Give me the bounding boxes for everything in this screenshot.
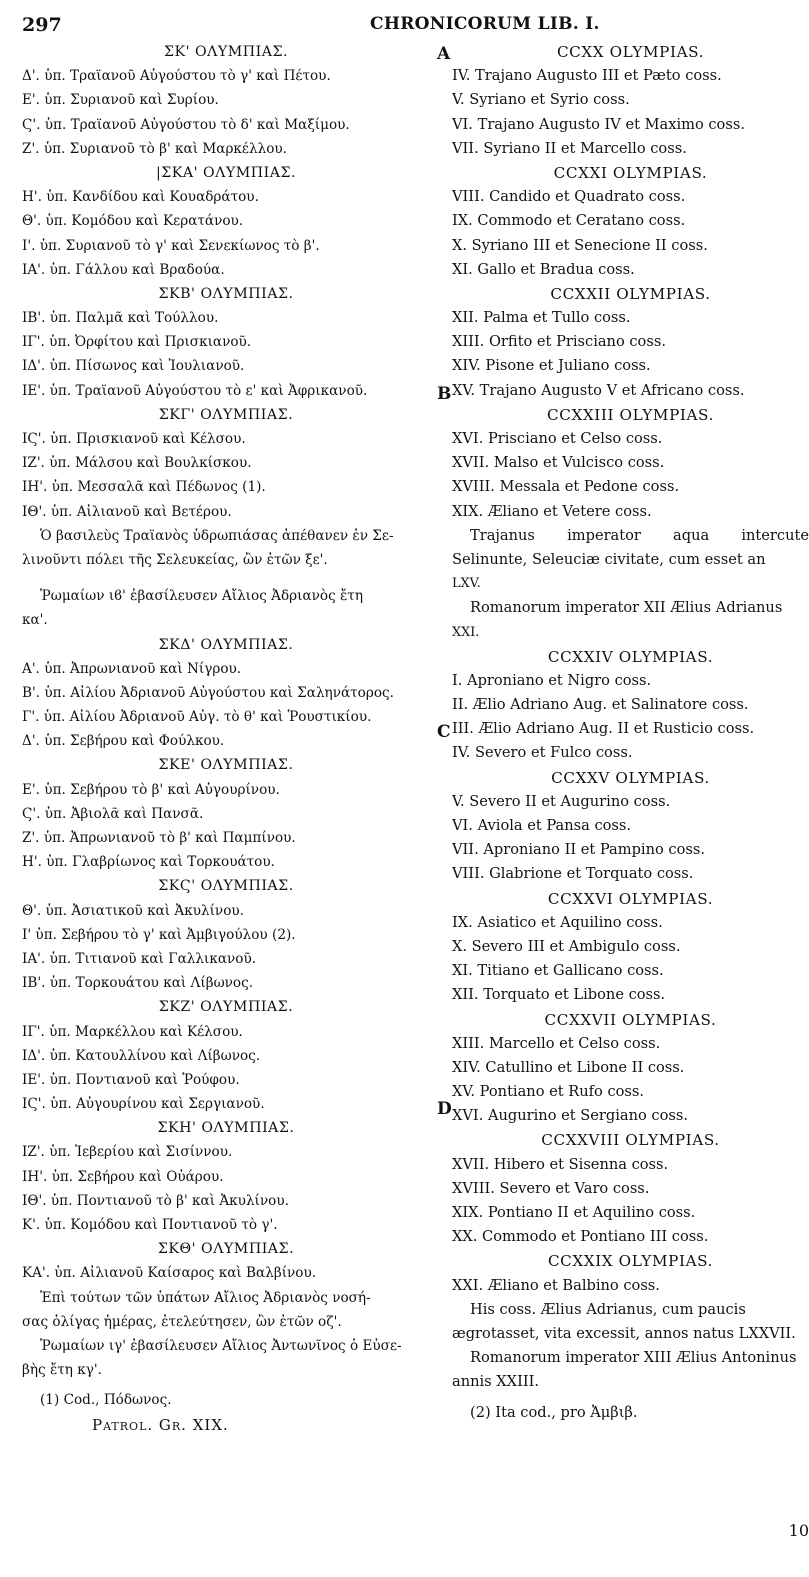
consul-entry: XVII. Malso et Vulcisco coss.	[452, 454, 665, 472]
consul-entry: κα'.	[22, 612, 48, 629]
page-number: 297	[22, 14, 62, 36]
olympiad-heading: ΣΚΔ' ΟΛΥΜΠΙΑΣ.	[158, 636, 294, 653]
consul-entry: Β'. ὑπ. Αἰλίου Ἀδριανοῦ Αὐγούστου καὶ Σαληνάτορος.	[22, 684, 394, 701]
consul-entry: VI. Aviola et Pansa coss.	[452, 817, 632, 834]
consul-entry: XIX. Pontiano II et Aquilino coss.	[452, 1204, 696, 1221]
footnote: (1) Cod., Πόδωνος.	[40, 1392, 172, 1409]
collection-signature: Patrol. Gr. XIX.	[92, 1415, 229, 1434]
consul-entry: VII. Aproniano II et Pampino coss.	[452, 841, 706, 859]
consul-entry: Ι' ὑπ. Σεβήρου τὸ γ' καὶ Ἀμβιγούλου (2).	[22, 926, 296, 943]
consul-entry: ΙΘ'. ὑπ. Ποντιανοῦ τὸ β' καὶ Ἀκυλίνου.	[22, 1192, 289, 1209]
consul-entry: ΙΗ'. ὑπ. Μεσσαλᾶ καὶ Πέδωνος (1).	[22, 479, 266, 496]
consul-entry: Selinunte, Seleuciæ civitate, cum esset an	[452, 550, 766, 568]
consul-entry: VI. Trajano Augusto IV et Maximo coss.	[452, 115, 745, 133]
olympiad-heading: ΣΚΓ' ΟΛΥΜΠΙΑΣ.	[158, 406, 294, 423]
consul-entry: annis XXIII.	[452, 1373, 540, 1391]
consul-entry: ΙΖ'. ὑπ. Μάλσου καὶ Βουλκίσκου.	[22, 455, 252, 472]
olympiad-heading: ΣΚΖ' ΟΛΥΜΠΙΑΣ.	[158, 999, 294, 1016]
consul-entry: Δ'. ὑπ. Τραϊανοῦ Αὐγούστου τὸ γ' καὶ Πέτου.	[22, 68, 331, 85]
olympiad-heading: ΣΚΕ' ΟΛΥΜΠΙΑΣ.	[158, 757, 294, 774]
consul-entry: XVI. Augurino et Sergiano coss.	[452, 1107, 688, 1125]
consul-entry: ægrotasset, vita excessit, annos natus LXXVII.	[452, 1324, 796, 1342]
olympiad-heading: CCXXVI OLYMPIAS.	[547, 889, 714, 908]
consul-entry: IV. Severo et Fulco coss.	[452, 744, 633, 762]
consul-entry: II. Ælio Adriano Aug. et Salinatore coss.	[452, 696, 749, 714]
olympiad-heading: ΣΚΘ' ΟΛΥΜΠΙΑΣ.	[157, 1241, 295, 1258]
consul-entry: XV. Pontiano et Rufo coss.	[452, 1083, 645, 1101]
consul-entry: βὴς ἔτη κγ'.	[22, 1362, 102, 1379]
consul-entry: ΙΔ'. ὑπ. Πίσωνος καὶ Ἰουλιανοῦ.	[22, 358, 245, 375]
consul-entry: ΙϚ'. ὑπ. Πρισκιανοῦ καὶ Κέλσου.	[22, 431, 246, 447]
consul-entry: VIII. Glabrione et Torquato coss.	[452, 865, 694, 883]
margin-letter-c: C	[437, 722, 451, 742]
margin-letter-b: B	[437, 384, 452, 404]
consul-entry: XVIII. Severo et Varo coss.	[452, 1179, 650, 1197]
consul-entry: ΙΑ'. ὑπ. Γάλλου καὶ Βραδούα.	[22, 261, 225, 278]
consul-entry: Α'. ὑπ. Ἀπρωνιανοῦ καὶ Νίγρου.	[22, 660, 242, 677]
consul-entry: XV. Trajano Augusto V et Africano coss.	[452, 381, 745, 399]
consul-entry: XX. Commodo et Pontiano III coss.	[452, 1228, 709, 1246]
olympiad-heading: CCXXVII OLYMPIAS.	[544, 1010, 717, 1029]
consul-entry: Δ'. ὑπ. Σεβήρου καὶ Φούλκου.	[22, 733, 225, 750]
consul-entry: ΙΕ'. ὑπ. Τραϊανοῦ Αὐγούστου τὸ ε' καὶ Ἀφρικανοῦ.	[22, 382, 368, 399]
consul-entry: IV. Trajano Augusto III et Pæto coss.	[452, 67, 722, 85]
consul-entry: ΙΖ'. ὑπ. Ἰεβερίου καὶ Σισίννου.	[22, 1144, 233, 1161]
consul-entry: Ζ'. ὑπ. Συριανοῦ τὸ β' καὶ Μαρκέλλου.	[22, 140, 287, 157]
consul-entry: XVIII. Messala et Pedone coss.	[452, 478, 680, 496]
consul-entry: Θ'. ὑπ. Κομόδου καὶ Κερατάνου.	[22, 213, 244, 230]
consul-entry: XIV. Pisone et Juliano coss.	[452, 357, 651, 375]
word: imperator	[567, 526, 641, 544]
olympiad-heading: CCXXV OLYMPIAS.	[551, 768, 710, 787]
consul-entry: X. Syriano III et Senecione II coss.	[452, 236, 708, 254]
olympiad-heading: |ΣΚΑ' ΟΛΥΜΠΙΑΣ.	[155, 164, 297, 181]
consul-entry: VII. Syriano II et Marcello coss.	[452, 139, 687, 157]
olympiad-heading: CCXX OLYMPIAS.	[556, 43, 705, 61]
consul-entry: III. Ælio Adriano Aug. II et Rusticio coss.	[452, 720, 755, 738]
consul-entry: XIII. Orfito et Prisciano coss.	[452, 333, 666, 351]
word: Trajanus	[470, 526, 535, 544]
consul-entry: Θ'. ὑπ. Ἀσιατικοῦ καὶ Ἀκυλίνου.	[22, 902, 244, 919]
olympiad-heading: CCXXII OLYMPIAS.	[550, 284, 711, 303]
consul-entry: ΙΒ'. ὑπ. Τορκουάτου καὶ Λίβωνος.	[22, 975, 254, 992]
word: aqua	[673, 526, 710, 544]
consul-entry: XII. Torquato et Libone coss.	[452, 986, 666, 1004]
consul-entry: ΙΕ'. ὑπ. Ποντιανοῦ καὶ Ῥούφου.	[22, 1071, 240, 1088]
paragraph-line: Romanorum imperator XIII Ælius Antoninus	[470, 1349, 797, 1367]
olympiad-heading: CCXXI OLYMPIAS.	[553, 163, 708, 182]
consul-entry: XI. Titiano et Gallicano coss.	[452, 962, 664, 980]
consul-entry: IX. Asiatico et Aquilino coss.	[452, 913, 663, 931]
consul-entry: Ζ'. ὑπ. Ἀπρωνιανοῦ τὸ β' καὶ Παμπίνου.	[22, 830, 296, 846]
consul-entry: ΙΑ'. ὑπ. Τιτιανοῦ καὶ Γαλλικανοῦ.	[22, 950, 257, 967]
footnote: (2) Ita cod., pro Ἀμβιβ.	[470, 1403, 638, 1421]
olympiad-heading: CCXXIX OLYMPIAS.	[547, 1252, 714, 1271]
margin-letter-d: D	[437, 1099, 452, 1119]
consul-entry: XII. Palma et Tullo coss.	[452, 309, 631, 327]
consul-entry: Η'. ὑπ. Κανδίδου καὶ Κουαδράτου.	[22, 189, 259, 206]
consul-entry: XVI. Prisciano et Celso coss.	[452, 430, 663, 447]
consul-entry: Κ'. ὑπ. Κομόδου καὶ Ποντιανοῦ τὸ γ'.	[22, 1217, 278, 1233]
consul-entry: λινοῦντι πόλει τῆς Σελευκείας, ὢν ἐτῶν ξε'.	[22, 551, 328, 568]
paragraph-line: His coss. Ælius Adrianus, cum paucis	[470, 1300, 746, 1318]
spacer	[22, 572, 430, 584]
consul-entry: ΙΗ'. ὑπ. Σεβήρου καὶ Οὐάρου.	[22, 1168, 224, 1185]
consul-entry: V. Severo II et Augurino coss.	[452, 792, 671, 810]
consul-entry: XIV. Catullino et Libone II coss.	[452, 1058, 685, 1076]
consul-entry: ΙΔ'. ὑπ. Κατουλλίνου καὶ Λίβωνος.	[22, 1047, 261, 1064]
olympiad-heading: CCXXIII OLYMPIAS.	[547, 405, 714, 424]
consul-entry: Γ'. ὑπ. Αἰλίου Ἀδριανοῦ Αὐγ. τὸ θ' καὶ Ῥουστικίου.	[22, 709, 372, 726]
consul-entry: ΚΑ'. ὑπ. Αἰλιανοῦ Καίσαρος καὶ Βαλβίνου.	[22, 1265, 317, 1282]
word: intercute	[741, 526, 809, 544]
consul-entry: I. Aproniano et Nigro coss.	[452, 671, 652, 689]
running-title: CHRONICORUM LIB. I.	[370, 14, 600, 34]
consul-entry: ΙΘ'. ὑπ. Αἰλιανοῦ καὶ Βετέρου.	[22, 503, 232, 520]
consul-entry: ΙΒ'. ὑπ. Παλμᾶ καὶ Τούλλου.	[22, 310, 219, 327]
consul-entry: XIII. Marcello et Celso coss.	[452, 1034, 661, 1052]
consul-entry: Ϛ'. ὑπ. Τραϊανοῦ Αὐγούστου τὸ δ' καὶ Μαξίμου.	[22, 116, 350, 133]
latin-column	[452, 40, 809, 1425]
consul-entry: VIII. Candido et Quadrato coss.	[452, 188, 686, 206]
paragraph-line	[452, 524, 809, 548]
greek-column	[22, 40, 430, 1437]
consul-entry: XIX. Æliano et Vetere coss.	[452, 502, 652, 520]
consul-entry: IX. Commodo et Ceratano coss.	[452, 212, 686, 230]
consul-entry: Ϛ'. ὑπ. Ἀβιολᾶ καὶ Πανσᾶ.	[22, 805, 204, 822]
paragraph-line: Ἐπὶ τούτων τῶν ὑπάτων Αἴλιος Ἀδριανὸς νοσή-	[40, 1289, 371, 1306]
consul-entry: Ε'. ὑπ. Σεβήρου τὸ β' καὶ Αὐγουρίνου.	[22, 781, 280, 798]
consul-entry: XXI.	[452, 624, 480, 640]
paragraph-line: Romanorum imperator XII Ælius Adrianus	[470, 599, 783, 617]
consul-entry: ΙΓ'. ὑπ. Μαρκέλλου καὶ Κέλσου.	[22, 1023, 243, 1040]
consul-entry: Ι'. ὑπ. Συριανοῦ τὸ γ' καὶ Σενεκίωνος τὸ β'.	[22, 237, 320, 254]
consul-entry: V. Syriano et Syrio coss.	[452, 91, 630, 109]
consul-entry: XVII. Hibero et Sisenna coss.	[452, 1155, 669, 1173]
olympiad-heading: ΣΚΗ' ΟΛΥΜΠΙΑΣ.	[157, 1120, 295, 1137]
paragraph-line: Ῥωμαίων ιϐ' ἐβασίλευσεν Αἴλιος Ἀδριανὸς ἔτη	[40, 588, 363, 605]
consul-entry: ΙϚ'. ὑπ. Αὐγουρίνου καὶ Σεργιανοῦ.	[22, 1096, 265, 1113]
olympiad-heading: CCXXVIII OLYMPIAS.	[541, 1131, 720, 1150]
consul-entry: Ε'. ὑπ. Συριανοῦ καὶ Συρίου.	[22, 92, 219, 109]
consul-entry: Η'. ὑπ. Γλαβρίωνος καὶ Τορκουάτου.	[22, 854, 275, 871]
consul-entry: XI. Gallo et Bradua coss.	[452, 260, 635, 278]
consul-entry: ΙΓ'. ὑπ. Ὀρφίτου καὶ Πρισκιανοῦ.	[22, 334, 252, 351]
paragraph-line: Ῥωμαίων ιγ' ἐβασίλευσεν Αἴλιος Ἀντωνῖνος ὁ Εὐσε-	[40, 1337, 402, 1354]
signature-mark: 10	[788, 1521, 809, 1540]
consul-entry: XXI. Æliano et Balbino coss.	[452, 1276, 660, 1294]
page-header	[22, 14, 809, 40]
margin-letter-a: A	[437, 44, 451, 64]
olympiad-heading: ΣΚ' ΟΛΥΜΠΙΑΣ.	[163, 44, 289, 60]
olympiad-heading: CCXXIV OLYMPIAS.	[547, 647, 714, 666]
paragraph-line: Ὁ βασιλεὺς Τραϊανὸς ὑδρωπιάσας ἀπέθανεν ἐν Σε-	[40, 527, 394, 544]
consul-entry: X. Severo III et Ambigulo coss.	[452, 937, 681, 955]
consul-entry: LXV.	[452, 576, 481, 592]
olympiad-heading: ΣΚΒ' ΟΛΥΜΠΙΑΣ.	[158, 285, 294, 302]
olympiad-heading: ΣΚϚ' ΟΛΥΜΠΙΑΣ.	[158, 878, 294, 895]
consul-entry: σας ὀλίγας ἡμέρας, ἐτελεύτησεν, ὢν ἐτῶν οζ'.	[22, 1313, 342, 1330]
